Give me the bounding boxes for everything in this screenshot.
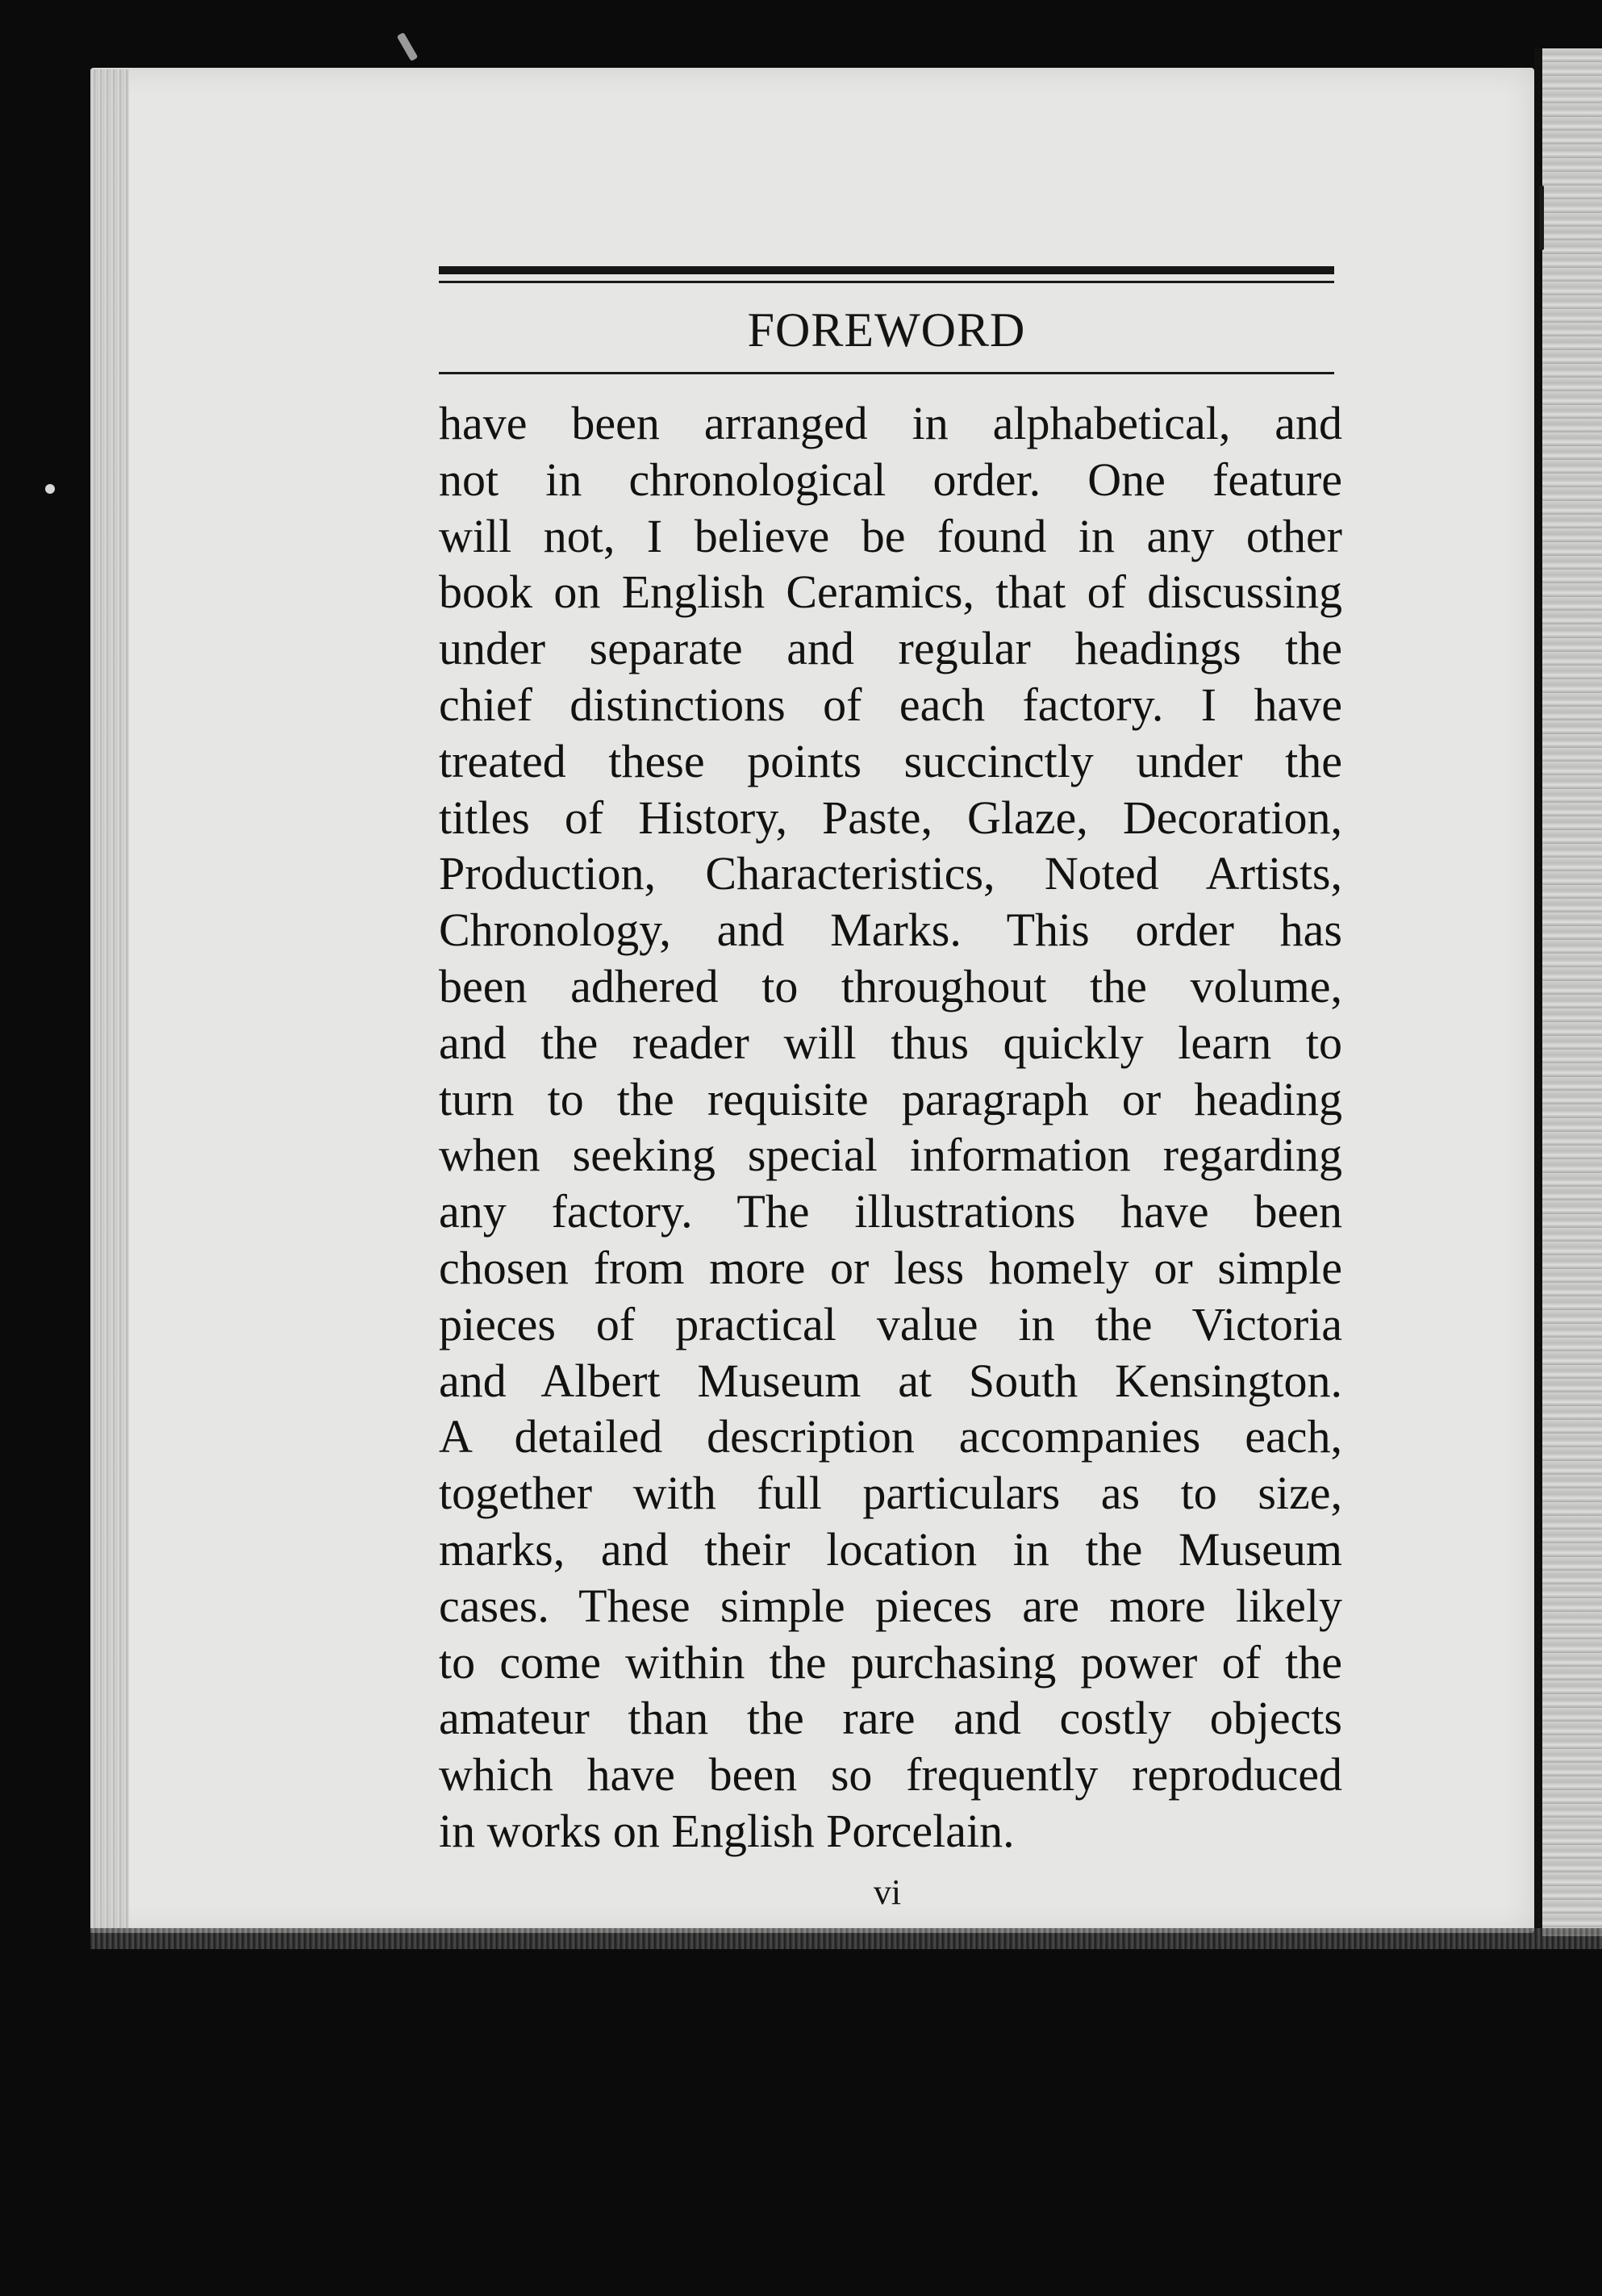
header-rule-thin	[439, 281, 1334, 283]
text-line: chief distinctions of each factory. I have	[439, 678, 1342, 731]
text-line: which have been so frequently reproduced	[439, 1748, 1342, 1801]
text-line: turn to the requisite paragraph or heading	[439, 1072, 1342, 1125]
text-line: and the reader will thus quickly learn to	[439, 1016, 1342, 1069]
scan-speck	[1539, 186, 1544, 250]
scan-speck	[45, 484, 55, 494]
text-line: cases. These simple pieces are more likely	[439, 1579, 1342, 1632]
text-line: been adhered to throughout the volume,	[439, 959, 1342, 1012]
text-line: not in chronological order. One feature	[439, 453, 1342, 506]
text-line: treated these points succinctly under the	[439, 734, 1342, 787]
page-stack-right-edge	[1534, 48, 1602, 1936]
text-line: together with full particulars as to size,	[439, 1467, 1342, 1520]
text-line: will not, I believe be found in any other	[439, 509, 1342, 562]
text-line: Chronology, and Marks. This order has	[439, 904, 1342, 957]
running-head: FOREWORD	[747, 303, 1026, 357]
text-line: pieces of practical value in the Victoria	[439, 1297, 1342, 1350]
scan-speck	[397, 32, 419, 61]
page-bottom-edge	[90, 1928, 1602, 1949]
text-line: any factory. The illustrations have been	[439, 1185, 1342, 1238]
page-header	[439, 266, 1334, 374]
text-line: when seeking special information regarding	[439, 1129, 1342, 1182]
text-line: under separate and regular headings the	[439, 622, 1342, 675]
text-line: marks, and their location in the Museum	[439, 1522, 1342, 1576]
text-line: chosen from more or less homely or simple	[439, 1241, 1342, 1294]
text-line: to come within the purchasing power of the	[439, 1635, 1342, 1689]
text-line: amateur than the rare and costly objects	[439, 1692, 1342, 1745]
page-left-edge	[90, 69, 129, 1933]
body-text	[439, 395, 1342, 1860]
text-line: book on English Ceramics, that of discussing	[439, 566, 1342, 619]
page-gutter-shadow	[1534, 48, 1542, 1936]
page-number: vi	[873, 1872, 902, 1912]
text-line: A detailed description accompanies each,	[439, 1410, 1342, 1463]
text-line: have been arranged in alphabetical, and	[439, 397, 1342, 449]
header-rule-thick	[439, 266, 1334, 274]
text-line: in works on English Porcelain.	[439, 1804, 1015, 1857]
header-rule-under	[439, 372, 1334, 374]
text-line: Production, Characteristics, Noted Artists,	[439, 847, 1342, 900]
text-line: titles of History, Paste, Glaze, Decoration,	[439, 791, 1342, 844]
text-line: and Albert Museum at South Kensington.	[439, 1354, 1342, 1407]
